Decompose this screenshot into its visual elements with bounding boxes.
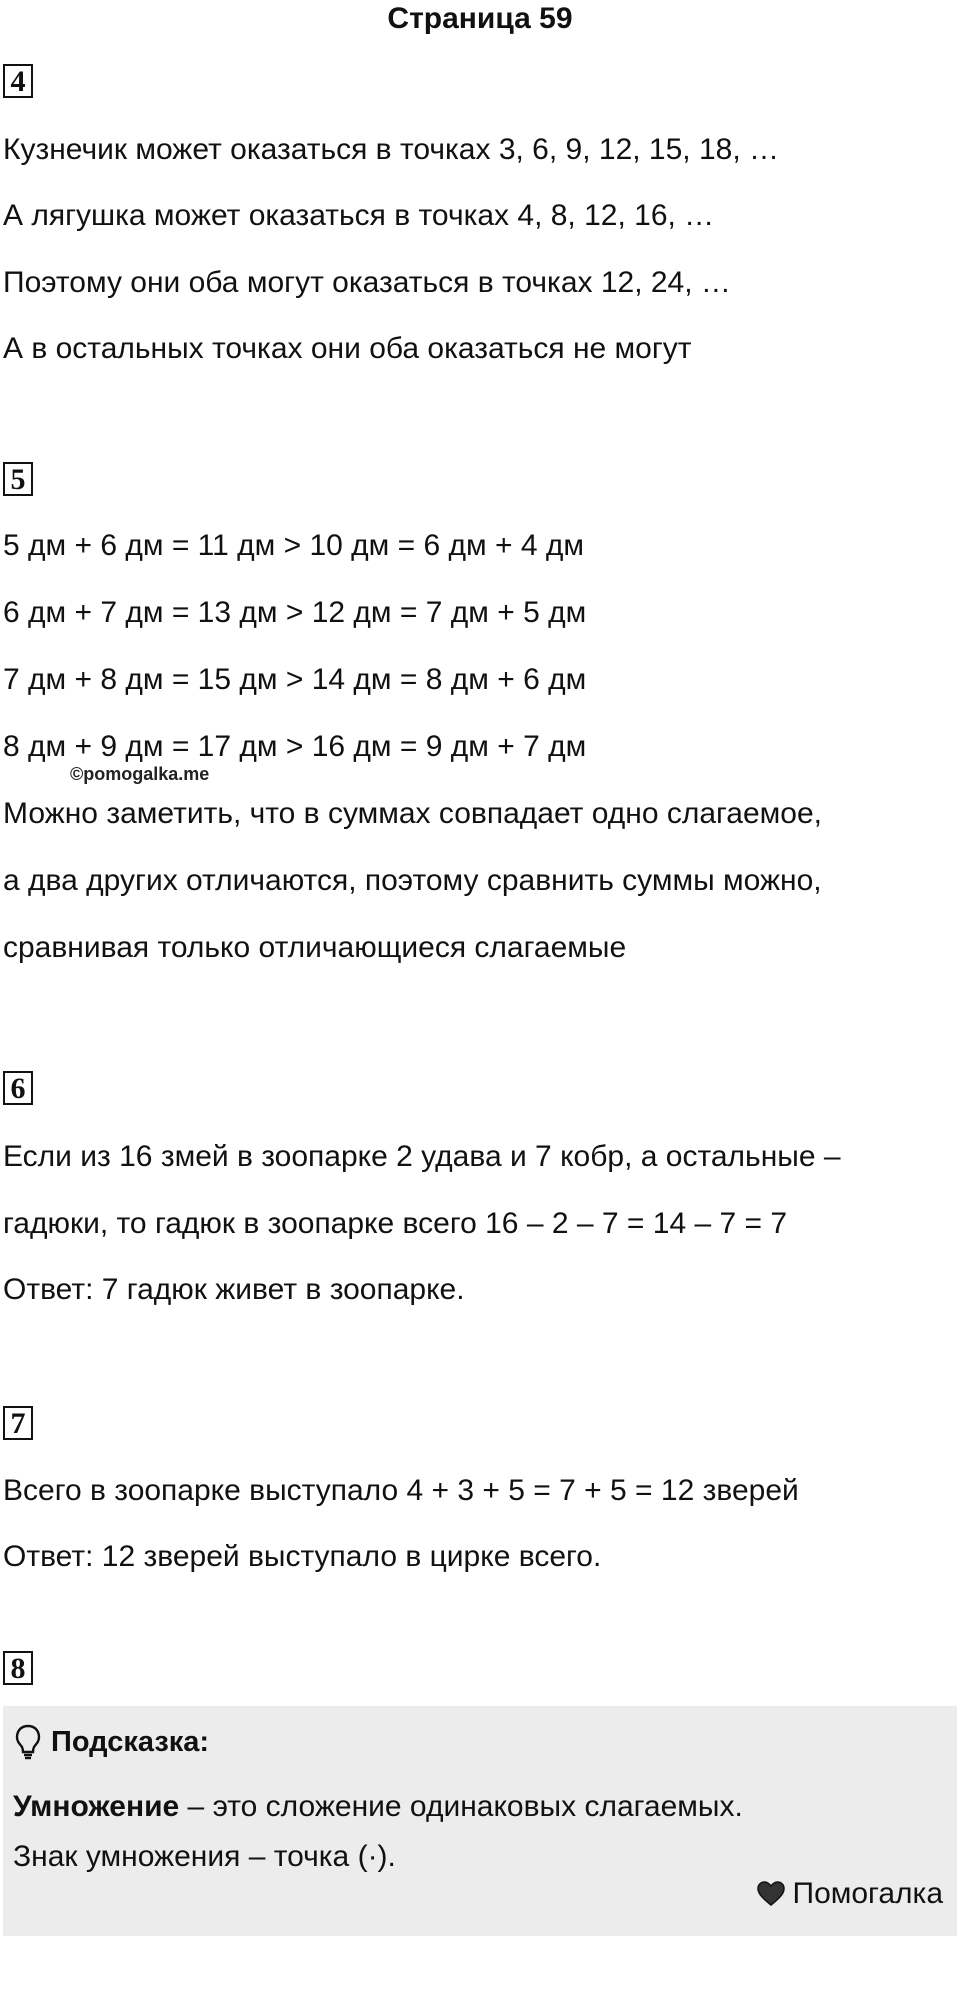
hint-line-2: Знак умножения – точка (·). bbox=[13, 1840, 396, 1873]
task-5-line-2: 6 дм + 7 дм = 13 дм > 12 дм = 7 дм + 5 дм bbox=[3, 596, 587, 629]
task-5-line-5: Можно заметить, что в суммах совпадает одно слагаемое, bbox=[3, 797, 823, 830]
task-4-line-4: А в остальных точках они оба оказаться не могут bbox=[3, 332, 692, 365]
task-number-7: 7 bbox=[3, 1406, 33, 1440]
task-6-line-3: Ответ: 7 гадюк живет в зоопарке. bbox=[3, 1273, 465, 1306]
brand bbox=[757, 1876, 944, 1912]
task-number-5: 5 bbox=[3, 462, 33, 496]
task-5-line-7: сравнивая только отличающиеся слагаемые bbox=[3, 931, 627, 964]
hint-term: Умножение bbox=[13, 1790, 180, 1823]
task-5-line-4: 8 дм + 9 дм = 17 дм > 16 дм = 9 дм + 7 дм bbox=[3, 730, 587, 763]
task-5-line-6: а два других отличаются, поэтому сравнить суммы можно, bbox=[3, 864, 822, 897]
lightbulb-icon bbox=[15, 1724, 41, 1760]
task-5-line-3: 7 дм + 8 дм = 15 дм > 14 дм = 8 дм + 6 дм bbox=[3, 663, 587, 696]
task-5-line-1: 5 дм + 6 дм = 11 дм > 10 дм = 6 дм + 4 дм bbox=[3, 529, 584, 562]
task-7-line-1: Всего в зоопарке выступало 4 + 3 + 5 = 7 + 5 = 12 зверей bbox=[3, 1474, 799, 1507]
brand-name: Помогалка bbox=[792, 1877, 943, 1910]
task-4-line-2: А лягушка может оказаться в точках 4, 8, 12, 16, … bbox=[3, 199, 715, 232]
hint-header bbox=[15, 1724, 209, 1760]
hint-definition-text: – это сложение одинаковых слагаемых. bbox=[179, 1790, 743, 1823]
task-number-4: 4 bbox=[3, 64, 33, 98]
task-number-6: 6 bbox=[3, 1071, 33, 1105]
task-4-line-3: Поэтому они оба могут оказаться в точках 12, 24, … bbox=[3, 266, 731, 299]
hint-title: Подсказка: bbox=[51, 1725, 210, 1758]
watermark: ©pomogalka.me bbox=[70, 764, 210, 784]
task-4-line-1: Кузнечик может оказаться в точках 3, 6, 9, 12, 15, 18, … bbox=[3, 133, 780, 166]
hint-definition bbox=[13, 1789, 743, 1825]
task-6-line-2: гадюки, то гадюк в зоопарке всего 16 – 2 – 7 = 14 – 7 = 7 bbox=[3, 1207, 788, 1240]
heart-icon bbox=[757, 1881, 793, 1907]
task-6-line-1: Если из 16 змей в зоопарке 2 удава и 7 кобр, а остальные – bbox=[3, 1140, 841, 1173]
hint-box bbox=[3, 1706, 957, 1936]
task-number-8: 8 bbox=[3, 1651, 33, 1685]
task-7-line-2: Ответ: 12 зверей выступало в цирке всего. bbox=[3, 1540, 602, 1573]
page-title: Страница 59 bbox=[387, 2, 573, 35]
